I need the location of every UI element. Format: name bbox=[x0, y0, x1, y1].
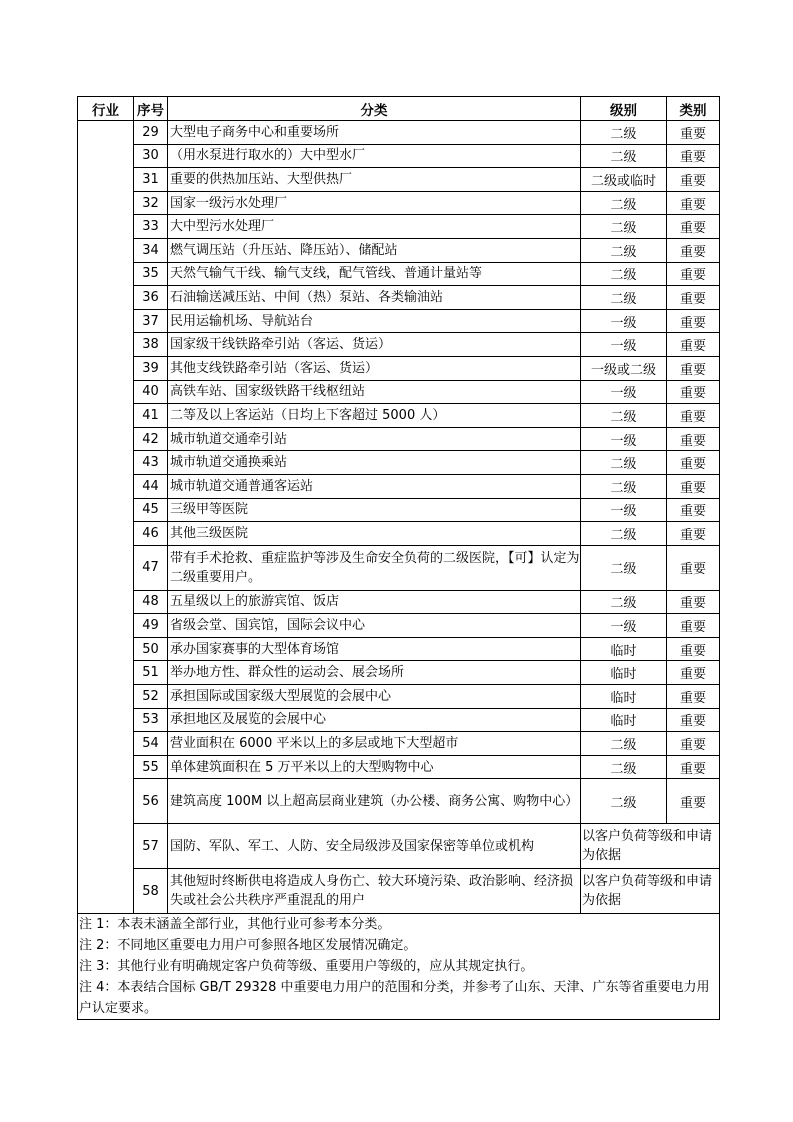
note-line: 注 2：不同地区重要电力用户可参照各地区发展情况确定。 bbox=[79, 938, 417, 954]
level-type-cell: 以客户负荷等级和申请为依据 bbox=[581, 824, 720, 869]
category-cell: 其他短时终断供电将造成人身伤亡、较大环境污染、政治影响、经济损失或社会公共秩序严重混乱的用户 bbox=[168, 869, 581, 914]
level-cell: 二级 bbox=[581, 191, 667, 215]
header-serial: 序号 bbox=[134, 97, 168, 121]
level-cell: 二级 bbox=[581, 474, 667, 498]
level-cell: 二级 bbox=[581, 545, 667, 590]
type-cell: 重要 bbox=[667, 238, 720, 262]
table-row bbox=[78, 286, 720, 310]
type-cell: 重要 bbox=[667, 685, 720, 709]
category-cell: 带有手术抢救、重症监护等涉及生命安全负荷的二级医院，【可】认定为二级重要用户。 bbox=[168, 545, 581, 590]
category-cell: 营业面积在 6000 平米以上的多层或地下大型超市 bbox=[168, 732, 581, 756]
power-user-classification-table bbox=[77, 96, 720, 914]
serial-cell: 58 bbox=[134, 869, 168, 914]
industry-cell bbox=[78, 121, 134, 914]
type-cell: 重要 bbox=[667, 522, 720, 546]
table-row bbox=[78, 590, 720, 614]
table-row bbox=[78, 144, 720, 168]
type-cell: 重要 bbox=[667, 356, 720, 380]
table-row bbox=[78, 474, 720, 498]
header-industry: 行业 bbox=[78, 97, 134, 121]
level-cell: 二级 bbox=[581, 238, 667, 262]
type-cell: 重要 bbox=[667, 404, 720, 428]
level-cell: 一级 bbox=[581, 498, 667, 522]
table-row bbox=[78, 708, 720, 732]
serial-cell: 42 bbox=[134, 427, 168, 451]
table-notes bbox=[77, 914, 720, 1020]
category-cell: 五星级以上的旅游宾馆、饭店 bbox=[168, 590, 581, 614]
serial-cell: 52 bbox=[134, 685, 168, 709]
table-row bbox=[78, 427, 720, 451]
level-cell: 一级或二级 bbox=[581, 356, 667, 380]
table-row bbox=[78, 380, 720, 404]
category-cell: 大型电子商务中心和重要场所 bbox=[168, 121, 581, 145]
serial-cell: 32 bbox=[134, 191, 168, 215]
level-cell: 临时 bbox=[581, 661, 667, 685]
level-cell: 一级 bbox=[581, 380, 667, 404]
serial-cell: 55 bbox=[134, 755, 168, 779]
category-cell: 大中型污水处理厂 bbox=[168, 215, 581, 239]
serial-cell: 41 bbox=[134, 404, 168, 428]
category-cell: 天然气输气干线、输气支线，配气管线、普通计量站等 bbox=[168, 262, 581, 286]
level-cell: 二级 bbox=[581, 590, 667, 614]
type-cell: 重要 bbox=[667, 474, 720, 498]
table-row bbox=[78, 121, 720, 145]
table-row bbox=[78, 262, 720, 286]
table-row bbox=[78, 685, 720, 709]
level-cell: 二级 bbox=[581, 522, 667, 546]
category-cell: 高铁车站、国家级铁路干线枢纽站 bbox=[168, 380, 581, 404]
serial-cell: 39 bbox=[134, 356, 168, 380]
table-body bbox=[78, 121, 720, 914]
category-cell: 承办国家赛事的大型体育场馆 bbox=[168, 637, 581, 661]
table-row bbox=[78, 451, 720, 475]
level-cell: 二级 bbox=[581, 144, 667, 168]
type-cell: 重要 bbox=[667, 451, 720, 475]
type-cell: 重要 bbox=[667, 121, 720, 145]
type-cell: 重要 bbox=[667, 427, 720, 451]
type-cell: 重要 bbox=[667, 661, 720, 685]
table-row bbox=[78, 545, 720, 590]
type-cell: 重要 bbox=[667, 590, 720, 614]
category-cell: 石油输送减压站、中间（热）泵站、各类输油站 bbox=[168, 286, 581, 310]
level-cell: 临时 bbox=[581, 708, 667, 732]
category-cell: 承担国际或国家级大型展览的会展中心 bbox=[168, 685, 581, 709]
serial-cell: 35 bbox=[134, 262, 168, 286]
type-cell: 重要 bbox=[667, 614, 720, 638]
table-row bbox=[78, 779, 720, 824]
level-cell: 二级 bbox=[581, 262, 667, 286]
type-cell: 重要 bbox=[667, 498, 720, 522]
type-cell: 重要 bbox=[667, 380, 720, 404]
serial-cell: 57 bbox=[134, 824, 168, 869]
serial-cell: 53 bbox=[134, 708, 168, 732]
table-row bbox=[78, 637, 720, 661]
level-cell: 一级 bbox=[581, 614, 667, 638]
category-cell: 其他支线铁路牵引站（客运、货运） bbox=[168, 356, 581, 380]
table-row bbox=[78, 215, 720, 239]
table-row bbox=[78, 356, 720, 380]
level-cell: 二级 bbox=[581, 215, 667, 239]
level-cell: 一级 bbox=[581, 333, 667, 357]
serial-cell: 56 bbox=[134, 779, 168, 824]
category-cell: 国家级干线铁路牵引站（客运、货运） bbox=[168, 333, 581, 357]
serial-cell: 29 bbox=[134, 121, 168, 145]
type-cell: 重要 bbox=[667, 755, 720, 779]
category-cell: 燃气调压站（升压站、降压站）、储配站 bbox=[168, 238, 581, 262]
category-cell: 国防、军队、军工、人防、安全局级涉及国家保密等单位或机构 bbox=[168, 824, 581, 869]
type-cell: 重要 bbox=[667, 168, 720, 192]
header-type: 类别 bbox=[667, 97, 720, 121]
note-line: 注 3：其他行业有明确规定客户负荷等级、重要用户等级的，应从其规定执行。 bbox=[79, 959, 534, 975]
type-cell: 重要 bbox=[667, 637, 720, 661]
table-row bbox=[78, 755, 720, 779]
level-type-cell: 以客户负荷等级和申请为依据 bbox=[581, 869, 720, 914]
serial-cell: 45 bbox=[134, 498, 168, 522]
table-row bbox=[78, 614, 720, 638]
table-row bbox=[78, 522, 720, 546]
serial-cell: 48 bbox=[134, 590, 168, 614]
type-cell: 重要 bbox=[667, 215, 720, 239]
level-cell: 临时 bbox=[581, 637, 667, 661]
level-cell: 二级 bbox=[581, 732, 667, 756]
serial-cell: 37 bbox=[134, 309, 168, 333]
table-row bbox=[78, 191, 720, 215]
serial-cell: 49 bbox=[134, 614, 168, 638]
serial-cell: 36 bbox=[134, 286, 168, 310]
level-cell: 二级 bbox=[581, 404, 667, 428]
document-page bbox=[77, 96, 719, 1020]
header-level: 级别 bbox=[581, 97, 667, 121]
category-cell: 民用运输机场、导航站台 bbox=[168, 309, 581, 333]
category-cell: 举办地方性、群众性的运动会、展会场所 bbox=[168, 661, 581, 685]
table-row bbox=[78, 168, 720, 192]
type-cell: 重要 bbox=[667, 333, 720, 357]
level-cell: 二级 bbox=[581, 121, 667, 145]
category-cell: 城市轨道交通换乘站 bbox=[168, 451, 581, 475]
category-cell: 承担地区及展览的会展中心 bbox=[168, 708, 581, 732]
type-cell: 重要 bbox=[667, 708, 720, 732]
serial-cell: 43 bbox=[134, 451, 168, 475]
serial-cell: 40 bbox=[134, 380, 168, 404]
level-cell: 临时 bbox=[581, 685, 667, 709]
table-row bbox=[78, 333, 720, 357]
category-cell: （用水泵进行取水的）大中型水厂 bbox=[168, 144, 581, 168]
note-line: 注 4：本表结合国标 GB/T 29328 中重要电力用户的范围和分类，并参考了山东、天津、广东等省重要电力用户认定要求。 bbox=[79, 980, 710, 1017]
type-cell: 重要 bbox=[667, 191, 720, 215]
serial-cell: 54 bbox=[134, 732, 168, 756]
serial-cell: 30 bbox=[134, 144, 168, 168]
table-row bbox=[78, 869, 720, 914]
table-row bbox=[78, 404, 720, 428]
serial-cell: 31 bbox=[134, 168, 168, 192]
serial-cell: 47 bbox=[134, 545, 168, 590]
note-line: 注 1：本表未涵盖全部行业，其他行业可参考本分类。 bbox=[79, 917, 391, 933]
category-cell: 二等及以上客运站（日均上下客超过 5000 人） bbox=[168, 404, 581, 428]
category-cell: 建筑高度 100M 以上超高层商业建筑（办公楼、商务公寓、购物中心） bbox=[168, 779, 581, 824]
category-cell: 其他三级医院 bbox=[168, 522, 581, 546]
table-row bbox=[78, 661, 720, 685]
table-row bbox=[78, 238, 720, 262]
serial-cell: 34 bbox=[134, 238, 168, 262]
type-cell: 重要 bbox=[667, 262, 720, 286]
level-cell: 二级或临时 bbox=[581, 168, 667, 192]
level-cell: 二级 bbox=[581, 451, 667, 475]
category-cell: 省级会堂、国宾馆，国际会议中心 bbox=[168, 614, 581, 638]
type-cell: 重要 bbox=[667, 545, 720, 590]
type-cell: 重要 bbox=[667, 309, 720, 333]
category-cell: 重要的供热加压站、大型供热厂 bbox=[168, 168, 581, 192]
serial-cell: 38 bbox=[134, 333, 168, 357]
table-row bbox=[78, 824, 720, 869]
table-row bbox=[78, 498, 720, 522]
header-category: 分类 bbox=[168, 97, 581, 121]
type-cell: 重要 bbox=[667, 732, 720, 756]
table-row bbox=[78, 309, 720, 333]
type-cell: 重要 bbox=[667, 779, 720, 824]
level-cell: 二级 bbox=[581, 755, 667, 779]
level-cell: 一级 bbox=[581, 309, 667, 333]
category-cell: 城市轨道交通普通客运站 bbox=[168, 474, 581, 498]
serial-cell: 50 bbox=[134, 637, 168, 661]
serial-cell: 46 bbox=[134, 522, 168, 546]
table-row bbox=[78, 732, 720, 756]
serial-cell: 33 bbox=[134, 215, 168, 239]
category-cell: 三级甲等医院 bbox=[168, 498, 581, 522]
serial-cell: 51 bbox=[134, 661, 168, 685]
level-cell: 二级 bbox=[581, 286, 667, 310]
category-cell: 单体建筑面积在 5 万平米以上的大型购物中心 bbox=[168, 755, 581, 779]
type-cell: 重要 bbox=[667, 286, 720, 310]
level-cell: 二级 bbox=[581, 779, 667, 824]
category-cell: 城市轨道交通牵引站 bbox=[168, 427, 581, 451]
serial-cell: 44 bbox=[134, 474, 168, 498]
level-cell: 一级 bbox=[581, 427, 667, 451]
type-cell: 重要 bbox=[667, 144, 720, 168]
category-cell: 国家一级污水处理厂 bbox=[168, 191, 581, 215]
